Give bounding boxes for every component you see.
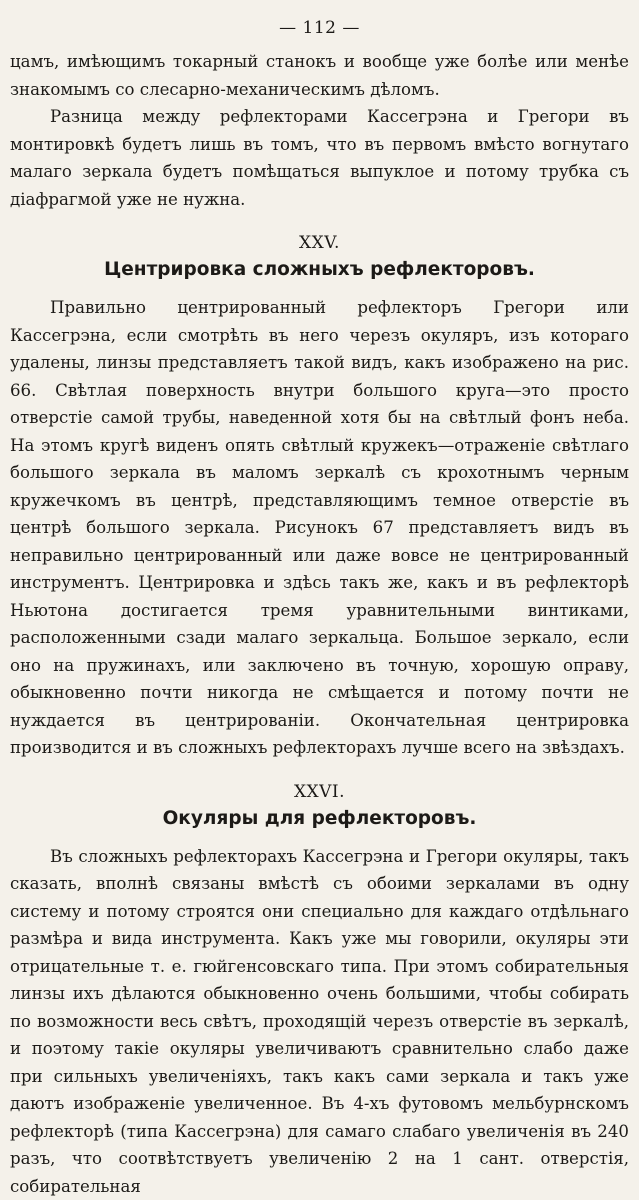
section-title-centering: Центрировка сложныхъ рефлекторовъ. <box>10 259 629 280</box>
paragraph-reflector-difference: Разница между рефлекторами Кассегрэна и Грегори въ монтировкѣ будетъ лишь въ томъ, что въ первомъ вмѣсто вогнутаго малаго зеркала будетъ помѣщаться выпуклое и потому трубка съ діафрагмой уже не нужна. <box>10 103 629 213</box>
paragraph-centering: Правильно центрированный рефлекторъ Грегори или Кассегрэна, если смотрѣть въ него черезъ окуляръ, изъ котораго удалены, линзы представляетъ такой видъ, какъ изображено на рис. 66. Свѣтлая поверхность внутри большого круга—это просто отверстіе самой трубы, наведенной хотя бы на свѣтлый фонъ неба. На этомъ кругѣ виденъ опять свѣтлый кружекъ—отраженіе свѣтлаго большого зеркала въ маломъ зеркалѣ съ крохотнымъ черным кружечкомъ въ центрѣ, представляющимъ темное отверстіе въ центрѣ большого зеркала. Рисунокъ 67 представляетъ видъ въ неправильно центрированный или даже вовсе не центрированный инструментъ. Центрировка и здѣсь такъ же, какъ и въ рефлекторѣ Ньютона достигается тремя уравнительными винтиками, расположенными сзади малаго зеркальца. Большое зеркало, если оно на пружинахъ, или заключено въ точную, хорошую оправу, обыкновенно почти никогда не смѣщается и потому почти не нуждается въ центрированіи. Окончательная центрировка производится и въ сложныхъ рефлекторахъ лучше всего на звѣздахъ. <box>10 294 629 762</box>
section-number-26: XXVI. <box>10 782 629 802</box>
paragraph-eyepieces: Въ сложныхъ рефлекторахъ Кассегрэна и Грегори окуляры, такъ сказать, вполнѣ связаны вмѣстѣ съ обоими зеркалами въ одну систему и потому строятся они специально для каждаго отдѣльнаго размѣра и вида инструмента. Какъ уже мы говорили, окуляры эти отрицательные т. е. гюйгенсовскаго типа. При этомъ собирательныя линзы ихъ дѣлаются обыкновенно очень большими, чтобы собирать по возможности весь свѣтъ, проходящій черезъ отверстіе въ зеркалѣ, и поэтому такіе окуляры увеличиваютъ сравнительно слабо даже при сильныхъ увеличеніяхъ, такъ какъ сами зеркала и такъ уже даютъ изображеніе увеличенное. Въ 4-хъ футовомъ мельбурнскомъ рефлекторѣ (типа Кассегрэна) для самаго слабаго увеличенія въ 240 разъ, что соотвѣтствуетъ увеличенію 2 на 1 сант. отверстія, собирательная <box>10 843 629 1200</box>
section-title-eyepieces: Окуляры для рефлекторовъ. <box>10 808 629 829</box>
section-number-25: XXV. <box>10 233 629 253</box>
paragraph-continuation: цамъ, имѣющимъ токарный станокъ и вообще уже болѣе или менѣе знакомымъ со слесарно-механическимъ дѣломъ. <box>10 48 629 103</box>
page-number: — 112 — <box>10 18 629 38</box>
